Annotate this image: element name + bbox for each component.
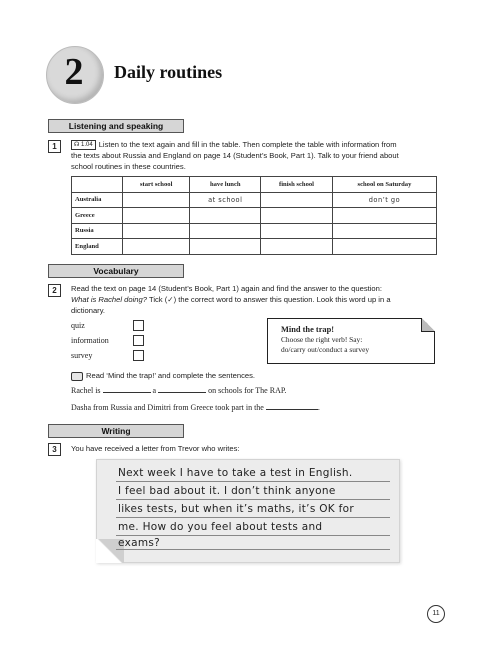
letter-ruled-line [116, 499, 390, 500]
table-header-cell: finish school [261, 177, 333, 193]
letter-line-1: Next week I have to take a test in English. [118, 467, 353, 479]
checkbox-survey[interactable] [133, 350, 144, 361]
letter-ruled-line [116, 535, 390, 536]
answer-cell[interactable] [261, 239, 333, 255]
fill-blank[interactable] [266, 403, 318, 410]
table-header-cell [72, 177, 123, 193]
letter-line-3: likes tests, but when it’s maths, it’s OK for [118, 503, 354, 515]
table-header-row [72, 177, 437, 193]
trap-line-2: do/carry out/conduct a survey [281, 345, 370, 354]
ex2-instruction-line-1: Read the text on page 14 (Student’s Book, Part 1) again and find the answer to the question: [71, 284, 382, 293]
letter-line-4: me. How do you feel about tests and [118, 521, 323, 533]
sentence-1 [71, 386, 286, 395]
sentence-2-part-a: Dasha from Russia and Dimitri from Greece took part in the [71, 403, 264, 412]
option-label-quiz: quiz [71, 321, 85, 330]
ex1-instruction-line-1: Listen to the text again and fill in the table. Then complete the table with information from [98, 140, 397, 149]
subtask-instruction: Read ‘Mind the trap!’ and complete the sentences. [86, 371, 255, 380]
sentence-2 [71, 403, 320, 412]
exercise-number-3: 3 [48, 443, 61, 456]
answer-cell[interactable] [261, 192, 333, 208]
sentence-1-part-b: a [152, 386, 157, 395]
section-listening-speaking: Listening and speaking [48, 119, 184, 133]
answer-cell[interactable] [332, 223, 436, 239]
exercise-3-instruction: You have received a letter from Trevor who writes: [71, 444, 240, 453]
answer-cell[interactable] [332, 208, 436, 224]
answer-cell[interactable] [332, 239, 436, 255]
table-header-cell: start school [123, 177, 190, 193]
trap-title: Mind the trap! [281, 325, 335, 334]
checkbox-quiz[interactable] [133, 320, 144, 331]
answer-cell[interactable] [261, 223, 333, 239]
answer-cell[interactable] [123, 192, 190, 208]
exercise-number-1: 1 [48, 140, 61, 153]
trap-line-1: Choose the right verb! Say: [281, 335, 363, 344]
answer-cell[interactable] [190, 223, 261, 239]
answer-cell[interactable] [123, 239, 190, 255]
sentence-1-part-c: on schools for The RAP. [208, 386, 287, 395]
option-label-survey: survey [71, 351, 93, 360]
routines-table [71, 176, 437, 255]
table-row [72, 192, 437, 208]
page-title: Daily routines [114, 62, 223, 82]
unit-number: 2 [64, 51, 84, 93]
page-number: 11 [427, 605, 445, 623]
section-vocabulary: Vocabulary [48, 264, 184, 278]
ex1-instruction-line-3: school routines in these countries. [71, 162, 186, 171]
answer-cell[interactable] [190, 208, 261, 224]
answer-cell[interactable]: at school [190, 192, 261, 208]
ex2-question: What is Rachel doing? [71, 295, 147, 304]
audio-track-tag: ☊ 1.04 [71, 140, 96, 150]
sentence-1-part-a: Rachel is [71, 386, 101, 395]
letter-line-2: I feel bad about it. I don’t think anyone [118, 485, 336, 497]
exercise-number-2: 2 [48, 284, 61, 297]
exercise-1-instruction [71, 139, 451, 172]
letter-ruled-line [116, 517, 390, 518]
letter-line-5: exams? [118, 537, 160, 549]
answer-cell[interactable] [261, 208, 333, 224]
table-row [72, 208, 437, 224]
ex1-instruction-line-2: the texts about Russia and England on page 14 (Student’s Book, Part 1). Talk to your friend about [71, 151, 399, 160]
country-cell: England [72, 239, 123, 255]
sentence-2-part-c: . [317, 403, 320, 412]
answer-cell[interactable]: don’t go [332, 192, 436, 208]
checkbox-information[interactable] [133, 335, 144, 346]
country-cell: Greece [72, 208, 123, 224]
table-header-cell: school on Saturday [332, 177, 436, 193]
exercise-2-instruction [71, 283, 451, 316]
country-cell: Russia [72, 223, 123, 239]
table-row [72, 239, 437, 255]
fill-blank[interactable] [158, 386, 206, 393]
ex2-instruction-line-2: Tick (✓) the correct word to answer this question. Look this word up in a [146, 295, 391, 304]
mind-the-trap-content [281, 325, 429, 355]
country-cell: Australia [72, 192, 123, 208]
ex2-instruction-line-3: dictionary. [71, 306, 106, 315]
subtask-bullet-icon [71, 372, 83, 381]
answer-cell[interactable] [123, 223, 190, 239]
fill-blank[interactable] [103, 386, 151, 393]
letter-ruled-line [116, 481, 390, 482]
answer-cell[interactable] [123, 208, 190, 224]
table-row [72, 223, 437, 239]
table-header-cell: have lunch [190, 177, 261, 193]
letter-ruled-line [116, 549, 390, 550]
section-writing: Writing [48, 424, 184, 438]
answer-cell[interactable] [190, 239, 261, 255]
option-label-information: information [71, 336, 109, 345]
